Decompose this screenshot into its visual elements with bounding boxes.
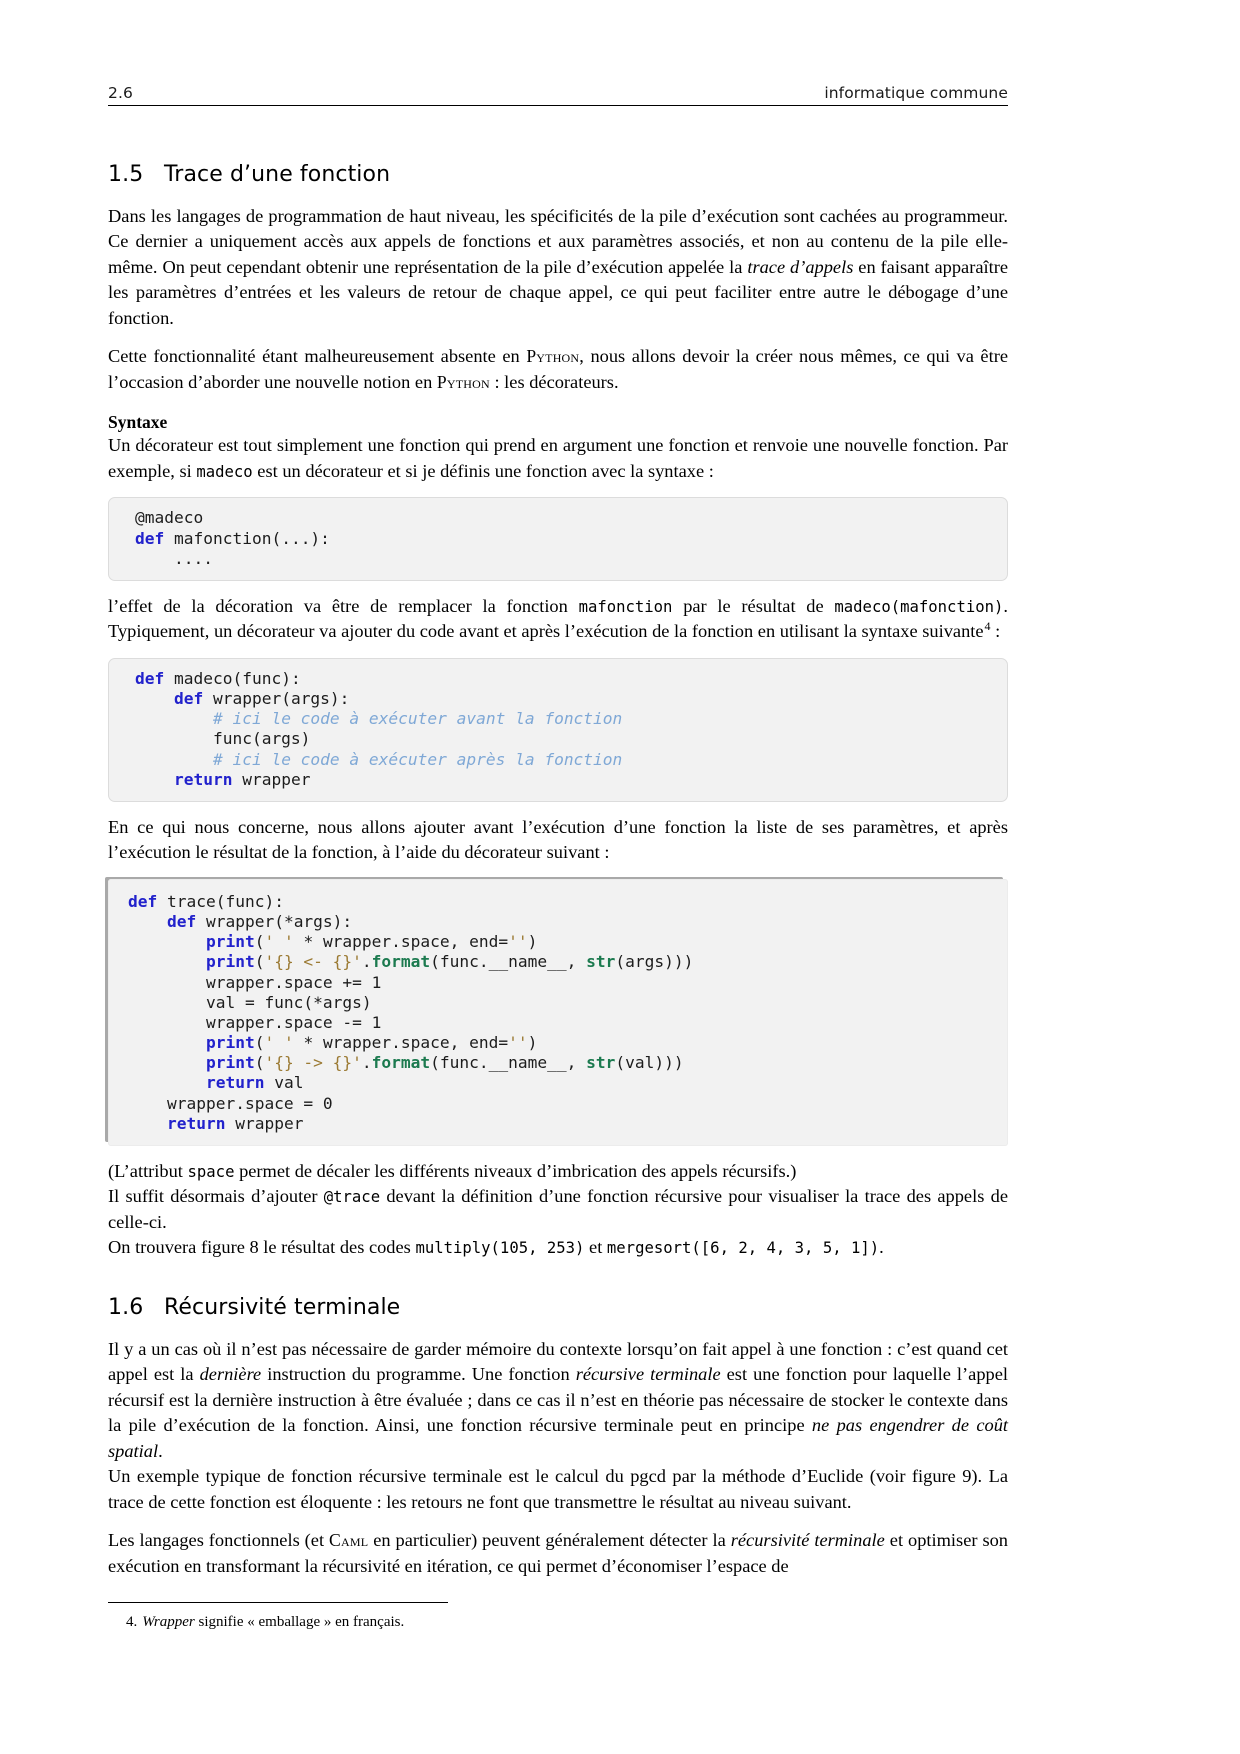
paragraph-text: Cette fonctionnalité étant malheureusement absente en — [108, 346, 527, 367]
paragraph-text: en faisant apparaître les paramètres d’entrées et les valeurs de retour de chaque appel, ce qui peut faciliter entre autre le débogage d’une fonction. — [108, 256, 1008, 328]
inline-code-space: space — [187, 1162, 235, 1181]
section-title: Récursivité terminale — [164, 1294, 401, 1320]
code-token-str: '{} <- {}' — [264, 952, 362, 972]
code-token-plain: wrapper(*args): — [196, 912, 353, 932]
paragraph-text: Dans les langages de programmation de haut niveau, les spécificités de la pile d’exécution sont cachées au programmeur. Ce dernier a uniquement accès aux appels de fonctions et aux paramètres associés, et non au contenu de la pile elle-même. On peut cependant obtenir une représentation de la pile d’exécution appelée la — [108, 206, 1008, 277]
code-token-plain: mafonction(...): — [164, 528, 330, 548]
paragraph-text: devant la définition d’une fonction récursive pour visualiser la trace des appels de celle-ci. — [108, 1186, 1008, 1232]
paragraph-python-missing — [108, 344, 1008, 395]
paragraph-decorator-def — [108, 433, 1008, 484]
code-line — [135, 508, 993, 528]
code-line — [128, 892, 994, 912]
code-token-str: ' ' — [264, 932, 294, 952]
code-token-plain: . — [361, 952, 372, 972]
code-line — [135, 549, 993, 569]
code-line — [128, 1053, 994, 1073]
code-token-bi: str — [586, 1053, 616, 1073]
code-block-madeco-wrapper — [108, 658, 1008, 802]
code-token-bi: format — [371, 1053, 431, 1073]
code-token-plain — [128, 952, 206, 971]
paragraph-euclide-example: Un exemple typique de fonction récursive terminale est le calcul du pgcd par la méthode d’Euclide (voir figure 9). La trace de cette fonction est éloquente : les retours ne font que transmettre le résultat au niveau suivant. — [108, 1466, 1008, 1512]
code-line — [128, 1013, 994, 1033]
paragraph-text: instruction du programme. Une fonction — [261, 1364, 576, 1385]
paragraph-functional-languages — [108, 1528, 1008, 1579]
inline-code-multiply: multiply(105, 253) — [415, 1239, 585, 1258]
code-token-plain: * wrapper.space, end= — [293, 1033, 509, 1053]
code-token-kw: print — [205, 952, 255, 972]
footnote-italic-term: Wrapper — [142, 1614, 195, 1630]
paragraph-text: par le résultat de — [672, 595, 835, 616]
code-line — [128, 1033, 994, 1053]
page-content — [108, 84, 1008, 1579]
code-token-bi: format — [371, 952, 431, 972]
code-token-plain — [135, 750, 213, 769]
code-token-plain: . — [361, 1053, 372, 1073]
paragraph-text: Il suffit désormais d’ajouter — [108, 1186, 324, 1207]
paragraph-text: et — [584, 1237, 607, 1258]
code-token-kw: def — [173, 689, 204, 709]
code-token-plain: trace(func): — [157, 891, 284, 911]
code-token-plain: wrapper.space += 1 — [128, 972, 382, 992]
code-token-plain: (val))) — [615, 1053, 684, 1073]
code-token-plain — [135, 770, 174, 789]
code-token-plain: ( — [254, 1033, 265, 1053]
code-token-str: ' ' — [264, 1033, 294, 1053]
code-token-plain: (args))) — [615, 952, 694, 972]
code-token-plain: wrapper — [225, 1113, 304, 1133]
code-token-plain — [128, 1033, 206, 1052]
paragraph-text: , nous allons devoir la créer nous mêmes, ce qui va être l’occasion d’aborder une nouvelle notion en — [108, 346, 1008, 392]
code-line — [128, 952, 994, 972]
section-heading-1-5 — [108, 162, 1008, 187]
code-token-plain — [135, 709, 213, 728]
paragraph-text: . — [879, 1237, 884, 1258]
code-token-kw: print — [205, 932, 255, 952]
code-token-plain: * wrapper.space, end= — [293, 932, 509, 952]
code-token-plain: ( — [254, 1053, 265, 1073]
footnote-area — [108, 1602, 1008, 1632]
code-line — [135, 709, 993, 729]
paragraph-tail-recursion — [108, 1337, 1008, 1464]
running-header — [108, 84, 1008, 106]
code-line — [128, 993, 994, 1013]
section-number: 1.6 — [108, 1294, 144, 1320]
code-token-plain: val = func(*args) — [128, 992, 372, 1012]
code-token-kw: return — [173, 769, 233, 789]
code-block-decorator-syntax — [108, 497, 1008, 581]
code-token-str: '{} -> {}' — [264, 1053, 362, 1073]
code-token-plain — [128, 1073, 206, 1092]
paragraph-text: . Typiquement, un décorateur va ajouter du code avant et après l’exécution de la fonction en utilisant la syntaxe suivante — [108, 595, 1008, 642]
code-token-kw: print — [205, 1033, 255, 1053]
code-line — [128, 1073, 994, 1093]
code-token-plain: madeco(func): — [164, 668, 301, 688]
code-line — [135, 669, 993, 689]
code-token-kw: def — [128, 891, 158, 911]
code-token-plain — [128, 912, 167, 931]
code-token-plain — [128, 1114, 167, 1133]
code-line — [135, 770, 993, 790]
paragraph-text: On trouvera figure 8 le résultat des codes — [108, 1237, 416, 1258]
code-line — [135, 529, 993, 549]
paragraph-trace-decorator-intro: En ce qui nous concerne, nous allons ajouter avant l’exécution d’une fonction la liste de ses paramètres, et après l’exécution le résultat de la fonction, à l’aide du décorateur suivant : — [108, 816, 1008, 863]
page-folio: 2.6 — [108, 84, 133, 102]
footnote-4 — [108, 1612, 1008, 1632]
code-line — [128, 912, 994, 932]
code-token-plain: val — [264, 1073, 304, 1093]
code-line — [135, 689, 993, 709]
code-token-plain: ( — [254, 932, 265, 952]
paragraph-text: : — [990, 621, 1001, 642]
smallcaps-caml: Caml — [329, 1530, 369, 1551]
inline-code-madeco: madeco — [196, 462, 253, 481]
code-token-plain: (func.__name__, — [430, 1053, 587, 1073]
code-token-kw: print — [205, 1053, 255, 1073]
code-line — [135, 729, 993, 749]
paragraph-space-attribute — [108, 1159, 1008, 1184]
code-token-plain: wrapper(args): — [203, 689, 350, 709]
paragraph-figure-reference — [108, 1235, 1008, 1260]
paragraph-text: (L’attribut — [108, 1160, 188, 1181]
code-line — [128, 1114, 994, 1134]
footnote-marker-4: 4 — [984, 619, 991, 634]
section-title: Trace d’une fonction — [164, 162, 391, 187]
code-line — [135, 750, 993, 770]
paragraph-usage-trace — [108, 1184, 1008, 1235]
paragraph-text: Un décorateur est tout simplement une fonction qui prend en argument une fonction et renvoie une nouvelle fonction. Par exemple, si — [108, 435, 1008, 481]
paragraph-text: est un décorateur et si je définis une fonction avec la syntaxe : — [252, 460, 714, 481]
code-token-plain: wrapper.space = 0 — [128, 1093, 333, 1113]
code-token-plain: ) — [527, 1033, 538, 1053]
code-token-plain: (func.__name__, — [430, 952, 587, 972]
section-heading-1-6 — [108, 1295, 1008, 1320]
paragraph-text: l’effet de la décoration va être de remplacer la fonction — [108, 595, 579, 616]
section-number: 1.5 — [108, 162, 144, 187]
code-token-plain — [135, 689, 174, 708]
code-token-plain: ( — [254, 952, 265, 972]
footnote-number: 4. — [126, 1614, 138, 1630]
code-token-plain: wrapper — [232, 769, 311, 789]
inline-code-mafonction: mafonction — [578, 597, 673, 616]
paragraph-text: . — [158, 1440, 163, 1461]
code-token-plain — [128, 1053, 206, 1072]
code-block-trace-decorator — [108, 879, 1008, 1146]
emphasis-derniere: dernière — [199, 1364, 262, 1385]
footnote-separator — [108, 1602, 448, 1603]
paragraph-text: : les décorateurs. — [489, 371, 619, 392]
paragraph-text: Les langages fonctionnels (et — [108, 1530, 330, 1551]
code-token-bi: str — [586, 952, 616, 972]
code-token-plain: wrapper.space -= 1 — [128, 1012, 382, 1032]
paragraph-intro — [108, 204, 1008, 331]
code-token-kw: def — [135, 668, 165, 688]
code-token-cmt: # ici le code à exécuter après la fonction — [212, 749, 623, 769]
emphasis-recursivite-terminale: récursivité terminale — [730, 1530, 885, 1551]
emphasis-recursive-terminale: récursive terminale — [575, 1364, 721, 1385]
inline-code-madeco-call: madeco(mafonction) — [834, 597, 1004, 616]
paragraph-decoration-effect — [108, 594, 1008, 645]
inline-code-at-trace: @trace — [323, 1188, 381, 1207]
code-line — [128, 973, 994, 993]
code-token-plain: func(args) — [135, 729, 311, 749]
paragraph-text: Il y a un cas où il n’est pas nécessaire de garder mémoire du contexte lorsqu’on fait appel à une fonction : c’est quand cet appel est la — [108, 1338, 1008, 1385]
smallcaps-python: Python — [436, 371, 490, 392]
code-line — [128, 1094, 994, 1114]
footnote-text: signifie « emballage » en français. — [194, 1614, 405, 1630]
paragraph-text: est une fonction pour laquelle l’appel récursif est la dernière instruction à être évaluée ; dans ce cas il n’est en théorie pas nécessaire de stocker le contexte dans la pile d’exécution de la fonction. Ainsi, une fonction récursive terminale peut en principe — [108, 1364, 1008, 1436]
code-line — [128, 932, 994, 952]
code-token-str: '' — [508, 932, 528, 952]
smallcaps-python: Python — [526, 346, 580, 367]
emphasis-trace-appels: trace d’appels — [747, 256, 854, 277]
code-token-plain: @madeco — [135, 508, 204, 528]
code-token-str: '' — [508, 1033, 528, 1053]
code-token-cmt: # ici le code à exécuter avant la fonction — [212, 709, 623, 729]
inline-code-mergesort: mergesort([6, 2, 4, 3, 5, 1]) — [606, 1239, 880, 1258]
subheading-syntaxe: Syntaxe — [108, 412, 168, 433]
code-token-kw: def — [135, 528, 165, 548]
code-token-kw: return — [166, 1113, 226, 1133]
paragraph-text: en particulier) peuvent généralement détecter la — [368, 1530, 731, 1551]
code-token-plain: .... — [135, 548, 213, 568]
emphasis-cout-spatial: ne pas engendrer de coût spatial — [108, 1415, 1008, 1461]
code-token-kw: return — [205, 1073, 265, 1093]
paragraph-text: et optimiser son exécution en transformant la récursivité en itération, ce qui permet d’économiser l’espace de — [108, 1530, 1008, 1576]
code-token-plain: ) — [527, 932, 538, 952]
code-token-plain — [128, 932, 206, 951]
code-token-kw: def — [166, 912, 197, 932]
paragraph-text: permet de décaler les différents niveaux d’imbrication des appels récursifs.) — [234, 1160, 797, 1181]
running-title: informatique commune — [824, 84, 1008, 102]
